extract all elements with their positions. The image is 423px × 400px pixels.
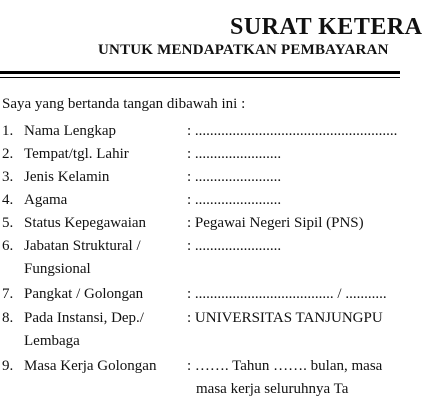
field-label-continuation: Fungsional [24, 261, 91, 277]
field-value: : ……. Tahun ……. bulan, masa [187, 358, 383, 374]
field-number: 5. [2, 215, 14, 231]
field-number: 7. [2, 286, 14, 302]
header-rule-thick [0, 71, 400, 74]
field-row-agama [0, 189, 400, 211]
field-row-jabatan [0, 235, 400, 257]
field-value: : ...................................................... [187, 123, 398, 139]
field-number: 3. [2, 169, 14, 185]
document-subtitle: UNTUK MENDAPATKAN PEMBAYARAN [98, 42, 389, 58]
header-rule-thin [0, 77, 400, 78]
field-row-jenis-kelamin [0, 166, 400, 188]
field-value: : ....................... [187, 169, 282, 185]
field-label: Agama [24, 192, 68, 208]
field-label: Pada Instansi, Dep./ [24, 310, 144, 326]
field-label: Jabatan Struktural / [24, 238, 141, 254]
field-value: : UNIVERSITAS TANJUNGPU [187, 310, 383, 326]
field-row-instansi [0, 307, 400, 329]
field-label: Tempat/tgl. Lahir [24, 146, 129, 162]
field-number: 9. [2, 358, 14, 374]
field-label-continuation: Lembaga [24, 333, 80, 349]
field-row-nama [0, 120, 400, 142]
field-label: Status Kepegawaian [24, 215, 147, 231]
field-number: 8. [2, 310, 14, 326]
field-value: : ....................... [187, 146, 282, 162]
field-label: Nama Lengkap [24, 123, 117, 139]
field-number: 6. [2, 238, 14, 254]
document-title: SURAT KETERA [230, 14, 423, 40]
field-value: : ....................... [187, 192, 282, 208]
field-value-continuation: masa kerja seluruhnya Ta [196, 381, 349, 397]
field-value: : ....................... [187, 238, 282, 254]
field-number: 4. [2, 192, 14, 208]
field-number: 2. [2, 146, 14, 162]
field-label: Pangkat / Golongan [24, 286, 144, 302]
field-label: Jenis Kelamin [24, 169, 110, 185]
field-row-status-kepegawaian [0, 212, 400, 234]
field-row-masa-kerja [0, 355, 400, 377]
field-value: : Pegawai Negeri Sipil (PNS) [187, 215, 364, 231]
field-label: Masa Kerja Golongan [24, 358, 157, 374]
field-row-tempat-lahir [0, 143, 400, 165]
field-number: 1. [2, 123, 14, 139]
field-row-pangkat [0, 283, 400, 305]
field-value: : ..................................... / ........... [187, 286, 387, 302]
intro-text: Saya yang bertanda tangan dibawah ini : [2, 96, 246, 112]
